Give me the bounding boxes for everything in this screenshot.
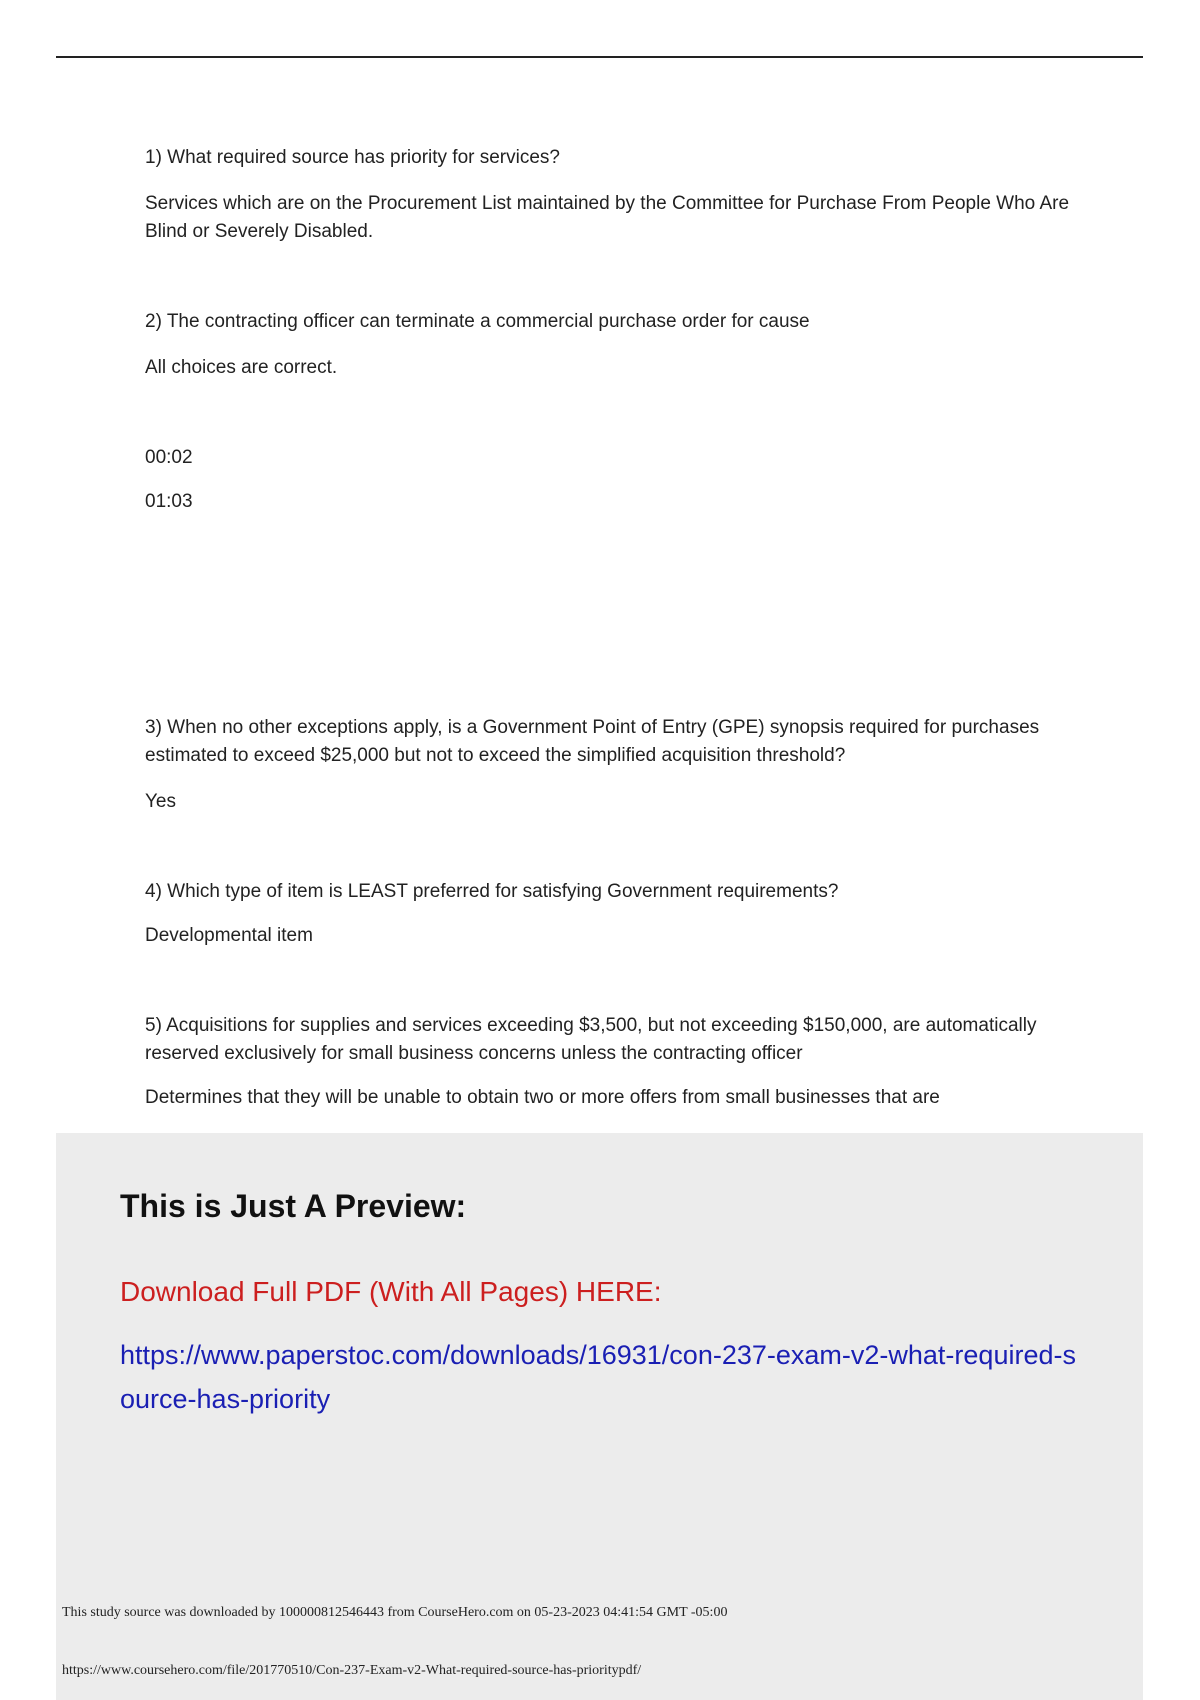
question-5: 5) Acquisitions for supplies and services exceeding $3,500, but not exceeding $150,000, are automatically reserved exclusively for small business concerns unless the contracting officer xyxy=(145,1015,1037,1064)
question-3: 3) When no other exceptions apply, is a Government Point of Entry (GPE) synopsis required for purchases estimated to exceed $25,000 but not to exceed the simplified acquisition threshold? xyxy=(145,717,1040,766)
question-4: 4) Which type of item is LEAST preferred for satisfying Government requirements? xyxy=(145,881,839,902)
timestamp-1: 00:02 xyxy=(145,447,193,468)
question-2: 2) The contracting officer can terminate a commercial purchase order for cause xyxy=(145,311,810,332)
answer-4: Developmental item xyxy=(145,925,313,946)
answer-5: Determines that they will be unable to obtain two or more offers from small businesses that are xyxy=(145,1087,940,1108)
timestamp-2: 01:03 xyxy=(145,491,193,512)
answer-3: Yes xyxy=(145,791,176,812)
source-url[interactable]: https://www.coursehero.com/file/201770510/Con-237-Exam-v2-What-required-source-has-prioritypdf/ xyxy=(62,1663,642,1678)
top-divider xyxy=(56,56,1143,58)
download-link[interactable]: https://www.paperstoc.com/downloads/16931/con-237-exam-v2-what-required-source-has-priority xyxy=(120,1340,1076,1414)
preview-title: This is Just A Preview: xyxy=(120,1188,467,1224)
answer-2: All choices are correct. xyxy=(145,357,338,378)
document-body xyxy=(145,144,1075,1133)
question-1: 1) What required source has priority for services? xyxy=(145,147,560,168)
answer-1: Services which are on the Procurement List maintained by the Committee for Purchase From People Who Are Blind or Severely Disabled. xyxy=(145,193,1070,242)
preview-overlay xyxy=(56,1133,1143,1700)
download-prompt[interactable]: Download Full PDF (With All Pages) HERE: xyxy=(120,1276,662,1307)
download-notice: This study source was downloaded by 100000812546443 from CourseHero.com on 05-23-2023 04:41:54 GMT -05:00 xyxy=(62,1605,728,1620)
